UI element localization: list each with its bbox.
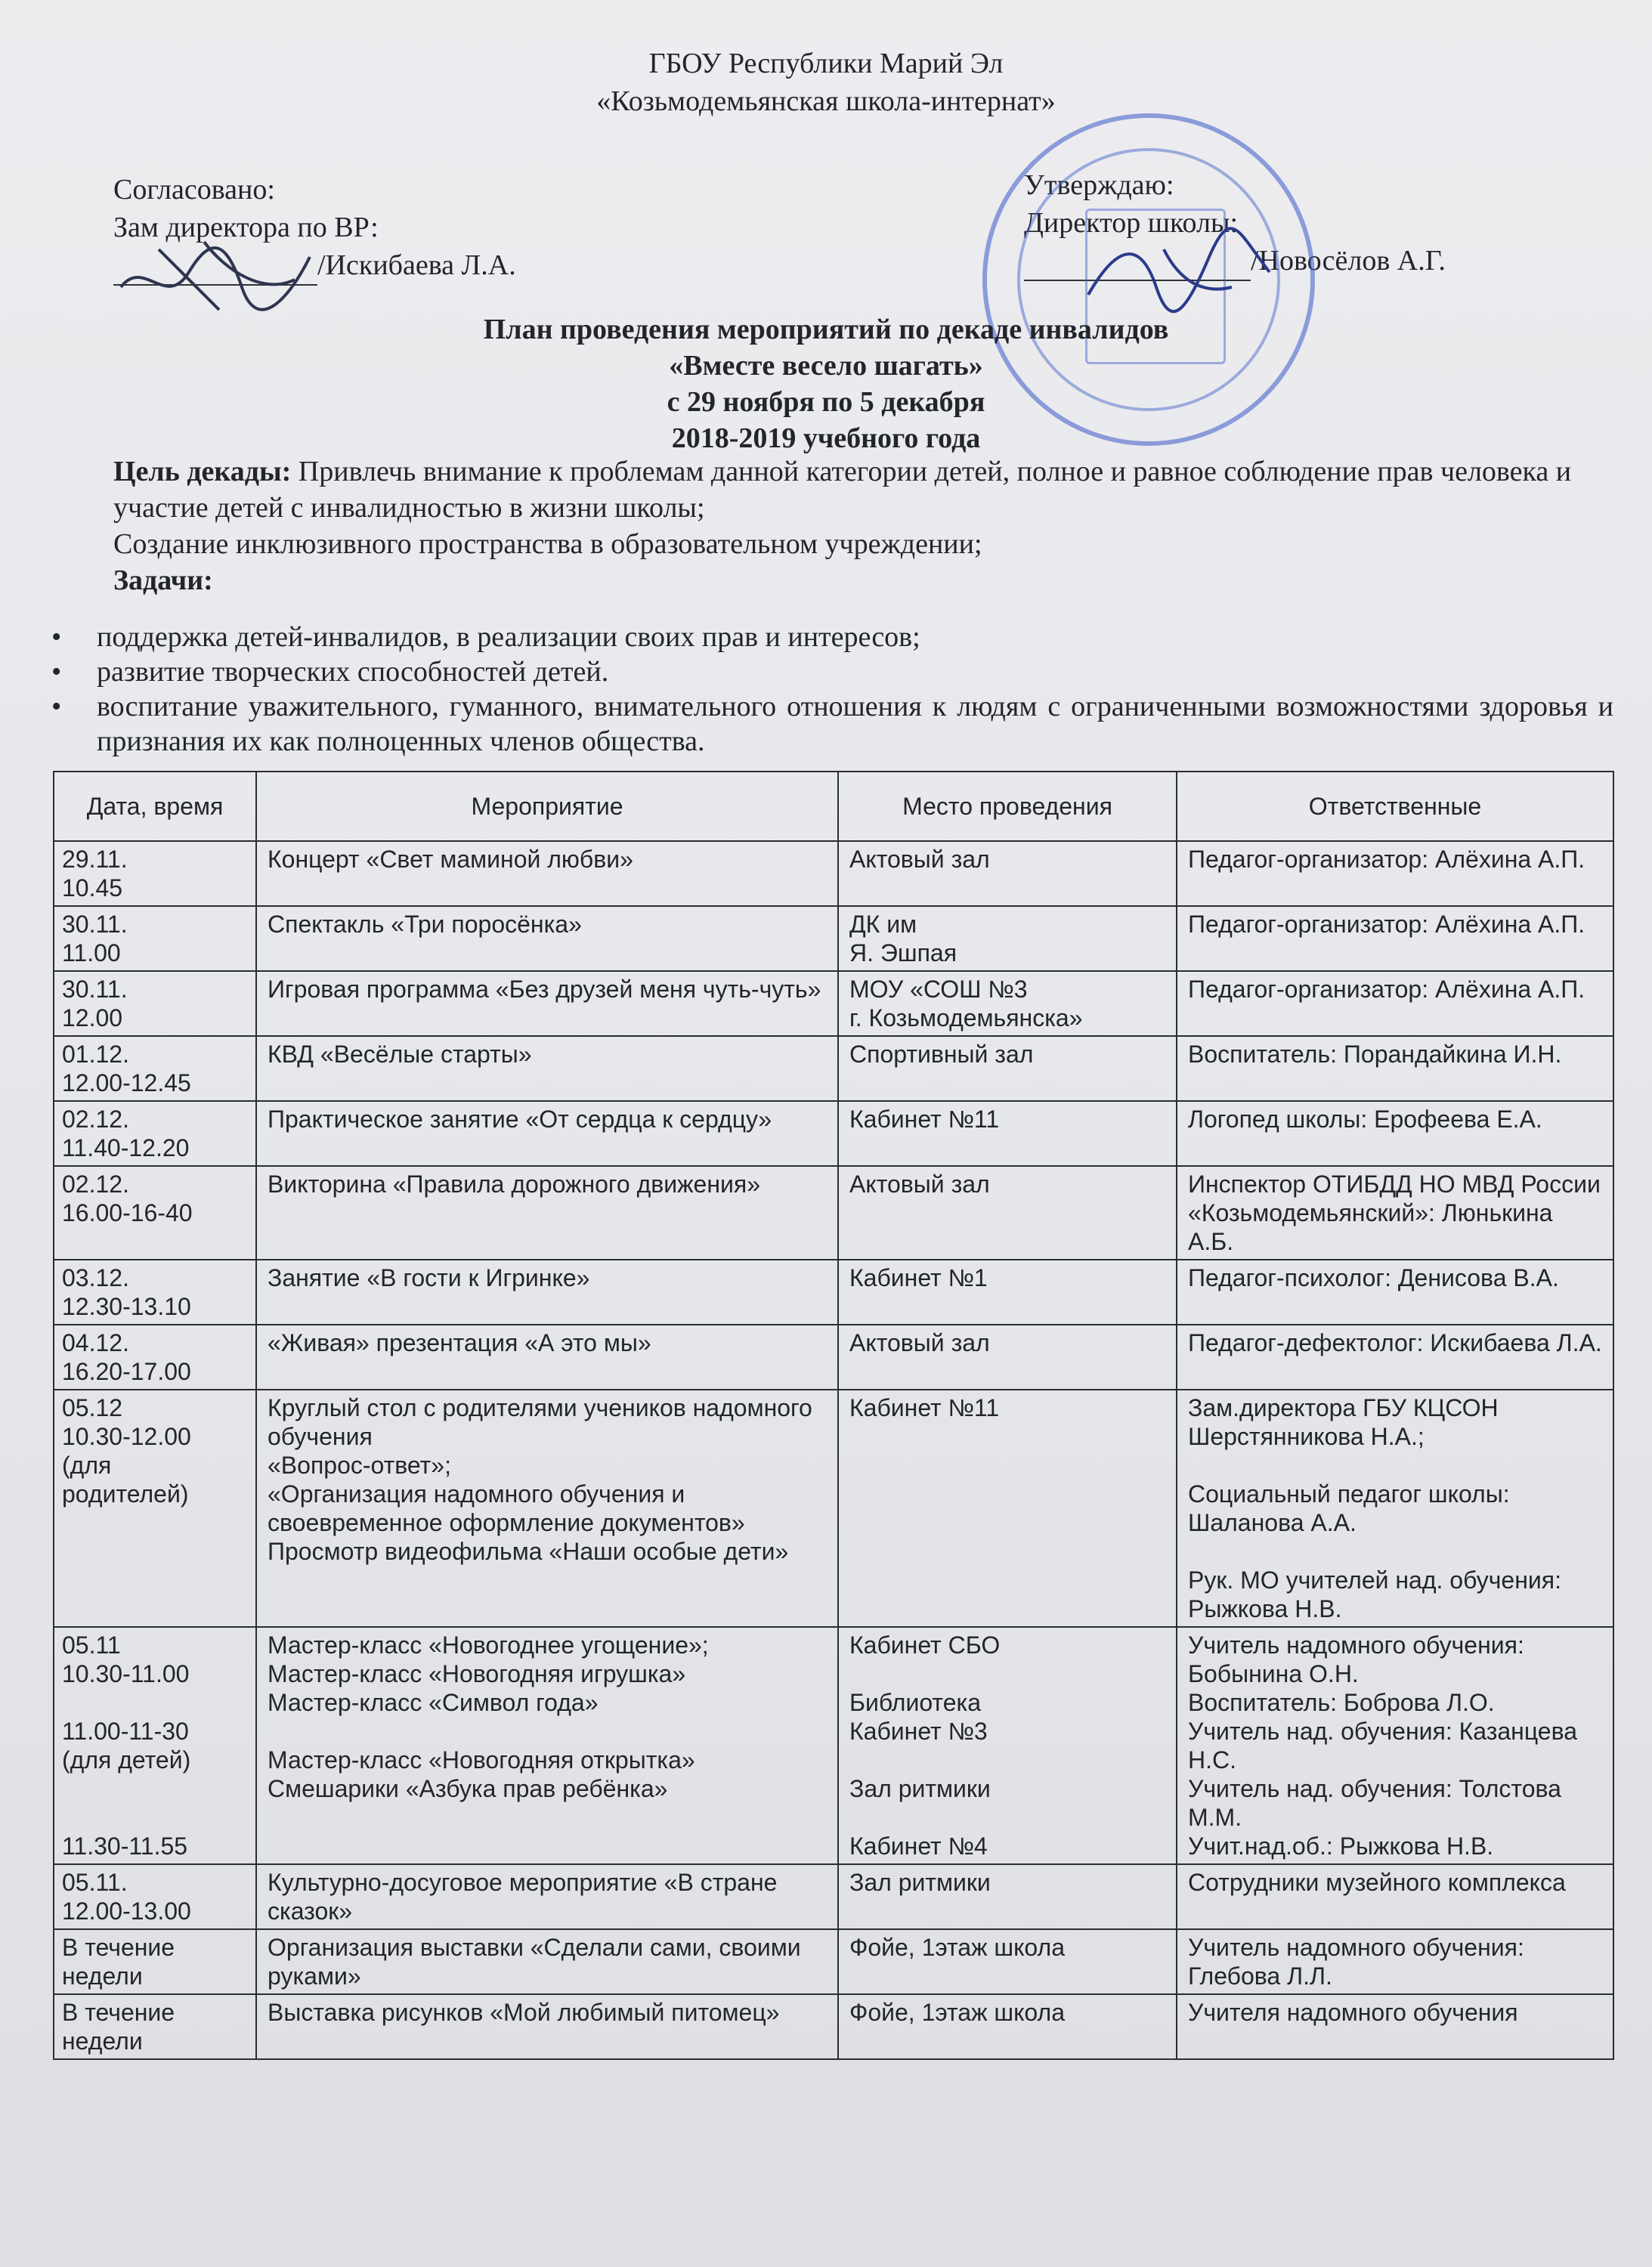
header-responsible: Ответственные bbox=[1177, 772, 1613, 841]
goal-line2: Создание инклюзивного пространства в образовательном учреждении; bbox=[113, 528, 982, 560]
plan-title bbox=[0, 311, 1652, 456]
responsible-cell: Воспитатель: Порандайкина И.Н. bbox=[1177, 1036, 1613, 1101]
signature-right bbox=[1073, 227, 1300, 317]
plan-title-line2: «Вместе весело шагать» bbox=[669, 350, 983, 382]
table-row bbox=[54, 1929, 1613, 1994]
approval-right-label: Утверждаю: bbox=[1024, 169, 1174, 201]
date-cell: 05.12 10.30-12.00 (для родителей) bbox=[54, 1390, 256, 1627]
place-cell: Кабинет СБО Библиотека Кабинет №3 Зал ритмики Кабинет №4 bbox=[838, 1627, 1177, 1864]
task-item: • поддержка детей-инвалидов, в реализации своих прав и интересов; bbox=[45, 620, 1613, 654]
tasks-label: Задачи: bbox=[113, 564, 213, 596]
plan-title-line3: с 29 ноября по 5 декабря bbox=[667, 386, 985, 418]
goal-section bbox=[68, 453, 1610, 598]
event-cell: Культурно-досуговое мероприятие «В стране сказок» bbox=[256, 1864, 838, 1929]
event-cell: Практическое занятие «От сердца к сердцу» bbox=[256, 1101, 838, 1166]
place-cell: Кабинет №11 bbox=[838, 1390, 1177, 1627]
place-cell: Актовый зал bbox=[838, 1325, 1177, 1390]
responsible-cell: Зам.директора ГБУ КЦСОН Шерстянникова Н.А.; Социальный педагог школы: Шаланова А.А. Рук. МО учителей над. обучения: Рыжкова Н.В. bbox=[1177, 1390, 1613, 1627]
responsible-cell: Педагог-организатор: Алёхина А.П. bbox=[1177, 906, 1613, 971]
tasks-list bbox=[45, 620, 1613, 759]
approval-right-signer: /Новосёлов А.Г. bbox=[1251, 245, 1446, 277]
table-body bbox=[54, 841, 1613, 2059]
place-cell: Спортивный зал bbox=[838, 1036, 1177, 1101]
responsible-cell: Учитель надомного обучения: Бобынина О.Н. Воспитатель: Боброва Л.О. Учитель над. обучения: Казанцева Н.С. Учитель над. обучения: Толстова М.М. Учит.над.об.: Рыжкова Н.В. bbox=[1177, 1627, 1613, 1864]
place-cell: МОУ «СОШ №3 г. Козьмодемьянска» bbox=[838, 971, 1177, 1036]
task-item: • развитие творческих способностей детей. bbox=[45, 654, 1613, 689]
table-row bbox=[54, 1627, 1613, 1864]
header-event: Мероприятие bbox=[256, 772, 838, 841]
table-row bbox=[54, 1864, 1613, 1929]
table-row bbox=[54, 1101, 1613, 1166]
date-cell: 03.12. 12.30-13.10 bbox=[54, 1260, 256, 1325]
event-cell: Спектакль «Три поросёнка» bbox=[256, 906, 838, 971]
header-date: Дата, время bbox=[54, 772, 256, 841]
place-cell: Актовый зал bbox=[838, 1166, 1177, 1260]
event-cell: Занятие «В гости к Игринке» bbox=[256, 1260, 838, 1325]
responsible-cell: Учителя надомного обучения bbox=[1177, 1994, 1613, 2059]
table-row bbox=[54, 1325, 1613, 1390]
goal-paragraph bbox=[68, 453, 1610, 526]
date-cell: 29.11. 10.45 bbox=[54, 841, 256, 906]
place-cell: Фойе, 1этаж школа bbox=[838, 1929, 1177, 1994]
date-cell: 02.12. 11.40-12.20 bbox=[54, 1101, 256, 1166]
task-item: • воспитание уважительного, гуманного, внимательного отношения к людям с ограниченными возможностями здоровья и признания их как полноценных членов общества. bbox=[45, 689, 1613, 759]
event-cell: «Живая» презентация «А это мы» bbox=[256, 1325, 838, 1390]
org-name-line2: «Козьмодемьянская школа-интернат» bbox=[596, 85, 1056, 117]
approval-left-signer: /Искибаева Л.А. bbox=[317, 249, 516, 281]
approval-left-position: Зам директора по ВР: bbox=[113, 212, 379, 243]
table-row bbox=[54, 1166, 1613, 1260]
event-cell: Викторина «Правила дорожного движения» bbox=[256, 1166, 838, 1260]
approval-left-label: Согласовано: bbox=[113, 174, 275, 206]
goal-label: Цель декады: bbox=[113, 456, 292, 487]
date-cell: В течение недели bbox=[54, 1994, 256, 2059]
place-cell: Кабинет №1 bbox=[838, 1260, 1177, 1325]
date-cell: 05.11. 12.00-13.00 bbox=[54, 1864, 256, 1929]
responsible-cell: Педагог-психолог: Денисова В.А. bbox=[1177, 1260, 1613, 1325]
event-cell: Выставка рисунков «Мой любимый питомец» bbox=[256, 1994, 838, 2059]
plan-title-line4: 2018-2019 учебного года bbox=[671, 422, 981, 454]
goal-text: Привлечь внимание к проблемам данной категории детей, полное и равное соблюдение прав человека и участие детей с инвалидностью в жизни школы; bbox=[113, 456, 1572, 524]
event-cell: Круглый стол с родителями учеников надомного обучения «Вопрос-ответ»; «Организация надомного обучения и своевременное оформление документов» Просмотр видеофильма «Наши особые дети» bbox=[256, 1390, 838, 1627]
responsible-cell: Инспектор ОТИБДД НО МВД России «Козьмодемьянский»: Люнькина А.Б. bbox=[1177, 1166, 1613, 1260]
table-row bbox=[54, 1260, 1613, 1325]
table-row bbox=[54, 1994, 1613, 2059]
place-cell: Актовый зал bbox=[838, 841, 1177, 906]
event-cell: Концерт «Свет маминой любви» bbox=[256, 841, 838, 906]
table-row bbox=[54, 841, 1613, 906]
event-cell: КВД «Весёлые старты» bbox=[256, 1036, 838, 1101]
table-row bbox=[54, 906, 1613, 971]
date-cell: 04.12. 16.20-17.00 bbox=[54, 1325, 256, 1390]
approval-right-position: Директор школы: bbox=[1024, 207, 1239, 239]
date-cell: 05.11 10.30-11.00 11.00-11-30 (для детей) 11.30-11.55 bbox=[54, 1627, 256, 1864]
responsible-cell: Педагог-дефектолог: Искибаева Л.А. bbox=[1177, 1325, 1613, 1390]
event-cell: Игровая программа «Без друзей меня чуть-чуть» bbox=[256, 971, 838, 1036]
date-cell: 30.11. 12.00 bbox=[54, 971, 256, 1036]
event-cell: Мастер-класс «Новогоднее угощение»; Мастер-класс «Новогодняя игрушка» Мастер-класс «Символ года» Мастер-класс «Новогодняя открытка» Смешарики «Азбука прав ребёнка» bbox=[256, 1627, 838, 1864]
org-name-line1: ГБОУ Республики Марий Эл bbox=[648, 48, 1004, 79]
events-table bbox=[53, 771, 1614, 2060]
event-cell: Организация выставки «Сделали сами, своими руками» bbox=[256, 1929, 838, 1994]
date-cell: 01.12. 12.00-12.45 bbox=[54, 1036, 256, 1101]
table-row bbox=[54, 971, 1613, 1036]
responsible-cell: Педагог-организатор: Алёхина А.П. bbox=[1177, 971, 1613, 1036]
table-row bbox=[54, 1390, 1613, 1627]
responsible-cell: Логопед школы: Ерофеева Е.А. bbox=[1177, 1101, 1613, 1166]
place-cell: ДК им Я. Эшпая bbox=[838, 906, 1177, 971]
date-cell: 02.12. 16.00-16-40 bbox=[54, 1166, 256, 1260]
date-cell: 30.11. 11.00 bbox=[54, 906, 256, 971]
plan-title-line1: План проведения мероприятий по декаде инвалидов bbox=[483, 314, 1169, 345]
place-cell: Зал ритмики bbox=[838, 1864, 1177, 1929]
header-place: Место проведения bbox=[838, 772, 1177, 841]
date-cell: В течение недели bbox=[54, 1929, 256, 1994]
place-cell: Фойе, 1этаж школа bbox=[838, 1994, 1177, 2059]
table-header-row bbox=[54, 772, 1613, 841]
place-cell: Кабинет №11 bbox=[838, 1101, 1177, 1166]
responsible-cell: Учитель надомного обучения: Глебова Л.Л. bbox=[1177, 1929, 1613, 1994]
responsible-cell: Педагог-организатор: Алёхина А.П. bbox=[1177, 841, 1613, 906]
table-row bbox=[54, 1036, 1613, 1101]
responsible-cell: Сотрудники музейного комплекса bbox=[1177, 1864, 1613, 1929]
